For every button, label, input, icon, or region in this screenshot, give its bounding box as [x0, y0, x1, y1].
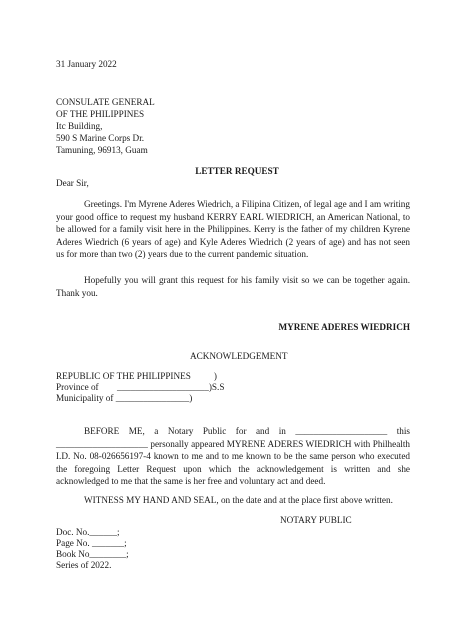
recipient-line-1: CONSULATE GENERAL — [56, 97, 155, 107]
ack-province-line: Province of ____________________)S.S — [56, 382, 225, 392]
recipient-line-5: Tamuning, 96913, Guam — [56, 145, 148, 155]
acknowledgement-title: ACKNOWLEDGEMENT — [190, 351, 288, 361]
page-no-line: Page No. _______; — [56, 538, 127, 548]
ack-witness-line: WITNESS MY HAND AND SEAL, on the date and at the place first above written. — [84, 495, 393, 505]
letter-date: 31 January 2022 — [56, 59, 117, 69]
letter-title: LETTER REQUEST — [195, 166, 279, 176]
letter-body-paragraph-2: Hopefully you will grant this request for his family visit so we can be together again. Thank you. — [56, 275, 410, 298]
ack-republic-line: REPUBLIC OF THE PHILIPPINES ) — [56, 371, 217, 381]
recipient-line-3: Itc Building, — [56, 121, 103, 131]
letter-body-paragraph-1: Greetings. I'm Myrene Aderes Wiedrich, a Filipina Citizen, of legal age and I am writing your good office to request my husband KERRY EARL WIEDRICH, an American National, to be allowed for a family visit here in the Philippines. Kerry is the father of my children Kyrene Aderes Wiedrich (6 years of age) and Kyle Aderes Wiedrich (2 years of age) and has not seen us for more than two (2) years due to the current pandemic situation. — [56, 199, 410, 259]
recipient-line-2: OF THE PHILIPPINES — [56, 109, 145, 119]
notary-public-label: NOTARY PUBLIC — [280, 515, 352, 525]
ack-municipality-line: Municipality of ________________) — [56, 393, 193, 403]
salutation: Dear Sir, — [56, 178, 89, 188]
book-no-line: Book No________; — [56, 549, 129, 559]
ack-body-paragraph: BEFORE ME, a Notary Public for and in ____________________ this ____________________ personally appeared MYRENE ADERES WIEDRICH with Philhealth I.D. No. 08-026656197-4 known to me and to me known to be the same person who executed the foregoing Letter Request upon which the acknowledgement is written and she acknowledged to me that the same is her free and voluntary act and deed. — [56, 426, 410, 486]
recipient-line-4: 590 S Marine Corps Dr. — [56, 133, 145, 143]
signatory-name: MYRENE ADERES WIEDRICH — [278, 322, 410, 332]
series-line: Series of 2022. — [56, 560, 112, 570]
doc-no-line: Doc. No.______; — [56, 527, 120, 537]
